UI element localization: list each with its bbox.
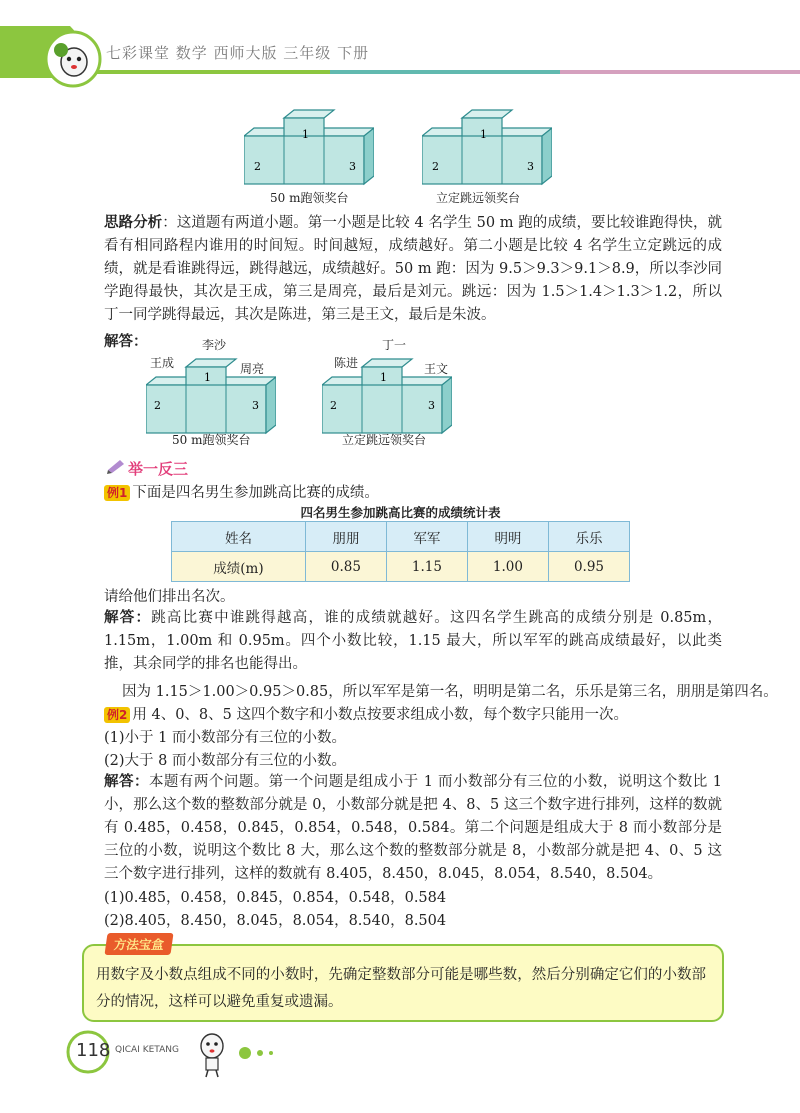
table-title: 四名男生参加跳高比赛的成绩统计表 [300,505,501,520]
table-header-cell: 乐乐 [548,522,629,552]
table-header-cell: 朋朋 [305,522,386,552]
podium-third-name: 周亮 [240,362,265,376]
example1-line [104,481,379,502]
footer-brand: QICAI KETANG [115,1045,179,1055]
section-title: 举一反三 [128,460,189,478]
example2-answer: 解答：本题有两个问题。第一个问题是组成小于 1 而小数部分有三位的小数，说明这个数比 1 小，那么这个数的整数部分就是 0，小数部分就是把 4、8、5 这三个数字进行排列，这样的数就有 0.485，0.458，0.845，0.854，0.548，0.584。第二个问题是组成大于 8 而小数部分是三位的小数，说明这个数比 8 大，那么这个数的整数部分就是 8，小数部分就是把 4、0、5 这三个数字进行排列，这样的数就有 8.405，8.450，8.045，8.054，8.540，8.504。 [104,774,723,882]
podium-second-name: 王成 [150,356,175,370]
rank-1-label: 1 [302,128,309,141]
rank-1-label: 1 [480,128,487,141]
podium-first-name: 丁一 [382,338,407,352]
example2-a2: (2)8.405，8.450，8.045，8.054，8.540，8.504 [104,913,447,929]
podium-third-name: 王文 [424,362,449,376]
answer-label: 解答： [104,334,148,350]
rank-3-label: 3 [527,160,534,173]
rank-2-label: 2 [330,399,337,412]
table-header-cell: 姓名 [172,522,306,552]
scores-table [171,521,630,582]
table-cell: 1.15 [386,552,467,582]
podium-50m-answer [146,357,276,437]
example2-q1: (1)小于 1 而小数部分有三位的小数。 [104,730,346,746]
rank-1-label: 1 [380,371,387,384]
example2-answer-label: 解答： [104,774,149,790]
rank-3-label: 3 [349,160,356,173]
example1-answer: 解答：跳高比赛中谁跳得越高，谁的成绩就越好。这四名学生跳高的成绩分别是 0.85m，1.15m，1.00m 和 0.95m。四个小数比较，1.15 最大，所以军军的跳高成绩最好，以此类推，其余同学的排名也能得出。 [104,610,722,672]
analysis-label: 思路分析 [104,215,163,231]
rank-2-label: 2 [254,160,261,173]
podium-first-name: 李沙 [202,338,227,352]
podium-caption: 50 m跑领奖台 [270,191,349,205]
table-cell: 0.95 [548,552,629,582]
example1-question: 请给他们排出名次。 [104,589,235,605]
table-header-row [172,522,630,552]
podium-caption: 立定跳远领奖台 [342,433,427,447]
example2-line [104,703,628,724]
podium-jump-empty [422,108,552,188]
example1-text: 下面是四名男生参加跳高比赛的成绩。 [132,485,379,501]
podium-50m-empty [244,108,374,188]
podium-jump-answer [322,357,452,437]
footer-mascot-icon [194,1030,230,1078]
header-title: 七彩课堂 数学 西师大版 三年级 下册 [106,44,370,62]
method-box-title: 方法宝盒 [104,933,173,955]
podium-caption: 50 m跑领奖台 [172,433,251,447]
podium-second-name: 陈进 [334,356,359,370]
example2-q2: (2)大于 8 而小数部分有三位的小数。 [104,753,346,769]
example2-a1: (1)0.485，0.458，0.845，0.854，0.548，0.584 [104,890,447,906]
rank-1-label: 1 [204,371,211,384]
analysis-paragraph [104,212,722,327]
table-header-cell: 明明 [467,522,548,552]
section-pencil-icon [106,458,126,474]
footer-dots-icon [238,1046,278,1060]
method-box-text: 用数字及小数点组成不同的小数时，先确定整数部分可能是哪些数，然后分别确定它们的小数部分的情况，这样可以避免重复或遗漏。 [96,967,706,1010]
rank-3-label: 3 [252,399,259,412]
table-row-label: 成绩(m) [172,552,306,582]
rank-3-label: 3 [428,399,435,412]
example2-badge: 例2 [104,707,130,723]
example1-conclusion: 因为 1.15＞1.00＞0.95＞0.85，所以军军是第一名，明明是第二名，乐乐是第三名，朋朋是第四名。 [122,684,778,700]
example1-answer-label: 解答： [104,610,152,626]
example2-text: 用 4、0、8、5 这四个数字和小数点按要求组成小数，每个数字只能用一次。 [132,707,628,723]
example1-badge: 例1 [104,485,130,501]
table-row [172,552,630,582]
table-cell: 0.85 [305,552,386,582]
podium-caption: 立定跳远领奖台 [436,191,521,205]
mascot-logo [44,30,102,88]
table-header-cell: 军军 [386,522,467,552]
rank-2-label: 2 [154,399,161,412]
page-number: 118 [76,1040,111,1061]
analysis-text: ：这道题有两道小题。第一小题是比较 4 名学生 50 m 跑的成绩，要比较谁跑得快，就看有相同路程内谁用的时间短。时间越短，成绩越好。第二小题是比较 4 名学生立定跳远的成绩，就是看谁跳得远，跳得越远，成绩越好。50 m 跑：因为 9.5＞9.3＞9.1＞8.9，所以李沙同学跑得最快，其次是王成，第三是周亮，最后是刘元。跳远：因为 1.5＞1.4＞1.3＞1.2，所以丁一同学跳得最远，其次是陈进，第三是王文，最后是朱波。 [104,215,723,323]
rank-2-label: 2 [432,160,439,173]
table-cell: 1.00 [467,552,548,582]
